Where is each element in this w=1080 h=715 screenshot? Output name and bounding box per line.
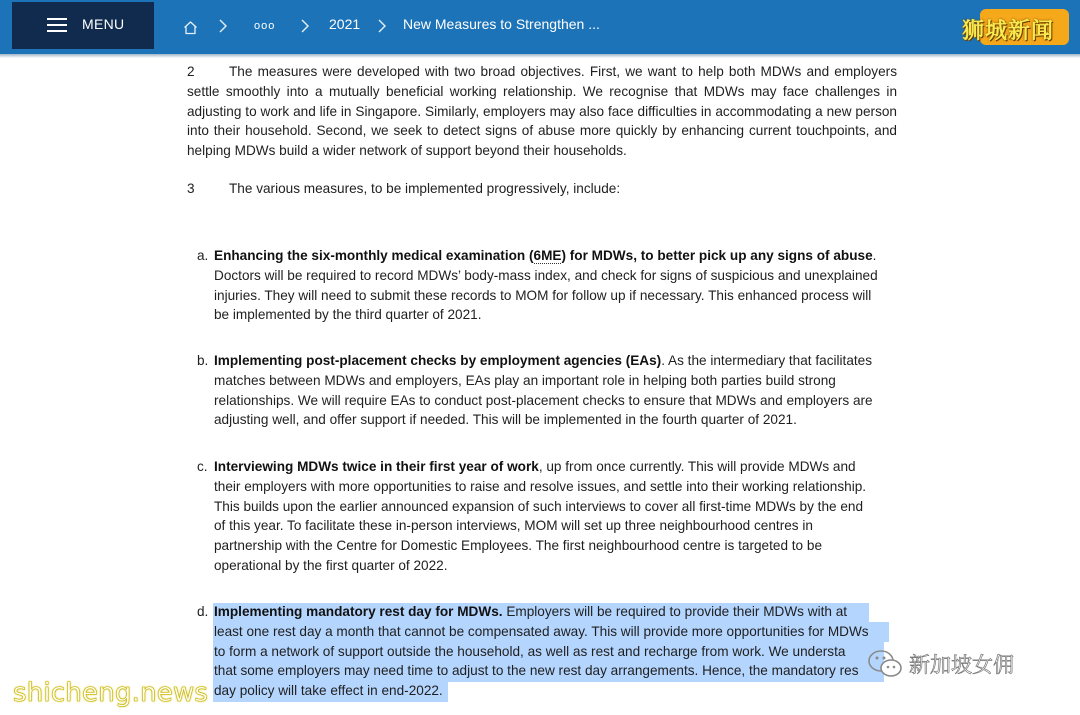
chevron-right-icon: [300, 19, 310, 33]
abbreviation-6me[interactable]: 6ME: [533, 248, 562, 263]
item-text-line: least one rest day a month that cannot be compensated away. This will provide more opportunities for MDWs: [214, 623, 869, 639]
menu-button[interactable]: [12, 2, 154, 49]
brand-watermark: 狮城新闻: [962, 18, 1055, 44]
paragraph-3: [187, 179, 897, 199]
item-text-line: Doctors will be required to record MDWs’ body-mass index, and check for signs of suspicious and unexplained: [214, 267, 878, 283]
item-text-line: injuries. They will need to submit these records to MOM for follow up if necessary. This enhanced process will: [214, 287, 872, 303]
list-marker: d.: [197, 604, 209, 619]
list-marker: b.: [197, 353, 209, 368]
item-text-line: of this year. To facilitate these in-person interviews, MOM will set up three neighbourhood centres in: [214, 518, 813, 534]
paragraph-number: 2: [187, 64, 195, 79]
paragraph-number: 3: [187, 181, 195, 196]
item-heading: Implementing mandatory rest day for MDWs.: [214, 604, 503, 619]
paragraph-text: The measures were developed with two broad objectives. First, we want to help both MDWs and employers settle smoothly into a mutually beneficial working relationship. We recognise that MDWs may face challenges in adjusting to work and life in Singapore. Similarly, employers may also face difficulties in accommodating a new person into their household. Second, we seek to detect signs of abuse more quickly by enhancing current touchpoints, and helping MDWs build a wider network of support beyond their households.: [187, 64, 897, 159]
breadcrumb-current-page[interactable]: New Measures to Strengthen ...: [403, 16, 600, 32]
wechat-account-name: 新加坡女佣: [909, 654, 1014, 677]
item-text-line: their employers with more opportunities to raise and resolve issues, and settle into their working relationship.: [214, 478, 867, 494]
breadcrumb-year[interactable]: 2021: [329, 16, 361, 32]
item-heading: Implementing post-placement checks by employment agencies (EAs): [214, 353, 662, 368]
item-text-line: operational by the first quarter of 2022.: [214, 557, 448, 573]
item-text-line: to form a network of support outside the household, as well as rest and recharge from work. We understa: [214, 643, 846, 659]
chevron-right-icon: [377, 19, 387, 33]
item-text-line: be implemented by the third quarter of 2021.: [214, 307, 482, 323]
item-text-line: partnership with the Centre for Domestic Employees. The first neighbourhood centre is targeted to be: [214, 538, 823, 554]
item-text-line: relationships. We will require EAs to conduct post-placement checks to ensure that MDWs and employers are: [214, 392, 873, 408]
item-heading: Enhancing the six-monthly medical examination (6ME) for MDWs, to better pick up any signs of abuse: [214, 248, 873, 263]
item-text-line: adjusting well, and offer support if needed. This will be implemented in the fourth quarter of 2021.: [214, 412, 797, 428]
site-watermark: shicheng.news: [13, 678, 209, 708]
list-marker: c.: [197, 459, 208, 474]
hamburger-icon: [47, 18, 67, 32]
item-text-line: matches between MDWs and employers, EAs play an important role in helping both parties build strong: [214, 372, 836, 388]
list-marker: a.: [197, 248, 209, 263]
wechat-icon: [867, 648, 903, 680]
breadcrumb-ellipsis[interactable]: ooo: [254, 20, 276, 32]
item-text-line: day policy will take effect in end-2022.: [214, 683, 443, 699]
item-text-line: This builds upon the earlier announced expansion of such interviews to cover all first-time MDWs by the end: [214, 498, 864, 514]
item-heading: Interviewing MDWs twice in their first year of work: [214, 459, 539, 474]
wechat-watermark: [867, 648, 1014, 680]
chevron-right-icon: [218, 19, 228, 33]
paragraph-text: The various measures, to be implemented progressively, include:: [229, 181, 621, 196]
top-bar-shadow: [0, 54, 1080, 58]
menu-label: MENU: [82, 16, 125, 32]
home-icon[interactable]: [183, 20, 198, 35]
paragraph-2: [187, 62, 897, 161]
item-text-line: that some employers may need time to adjust to the new rest day arrangements. Hence, the mandatory res: [214, 663, 859, 679]
